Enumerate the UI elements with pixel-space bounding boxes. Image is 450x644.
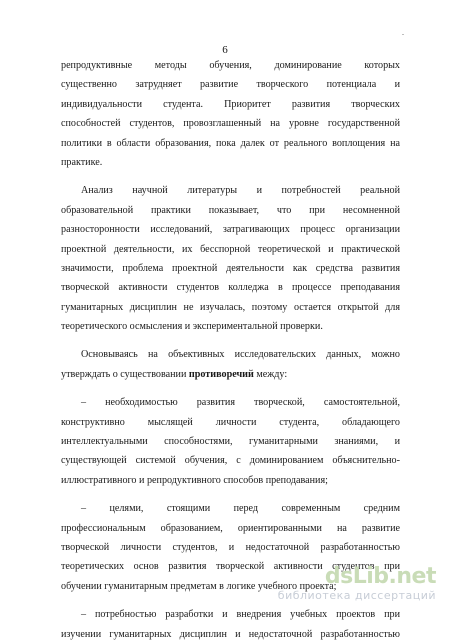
text-line bbox=[61, 519, 400, 538]
line-text: гуманитарных дисциплин не изучалась, поэтому остается открытой для bbox=[61, 301, 400, 313]
line-text: иллюстративного и репродуктивного способов преподавания; bbox=[61, 474, 328, 486]
line-text: индивидуальности студента. Приоритет развития творческих bbox=[61, 98, 400, 110]
line-text: репродуктивные методы обучения, доминирование которых bbox=[61, 60, 400, 71]
text-line bbox=[61, 220, 400, 239]
line-text: Анализ научной литературы и потребностей реальной bbox=[81, 185, 400, 197]
line-text-after: между: bbox=[253, 368, 288, 380]
text-line bbox=[61, 471, 400, 490]
text-line bbox=[61, 56, 400, 75]
line-text: творческой личности студентов, и недостаточной разработанностью bbox=[61, 541, 400, 553]
text-line bbox=[61, 134, 400, 153]
paragraph-gap bbox=[61, 384, 400, 393]
line-text: обучении гуманитарным предметам в логике учебного проекта; bbox=[61, 580, 337, 592]
line-text: творческой активности студентов колледжа в процессе преподавания bbox=[61, 282, 400, 294]
line-text: значимости, проблема проектной деятельности как средства развития bbox=[61, 262, 400, 274]
line-text: существенно затрудняет развитие творческого потенциала и bbox=[61, 79, 400, 91]
line-text: профессиональным образованием, ориентированными на развитие bbox=[61, 522, 400, 534]
text-line bbox=[61, 625, 400, 644]
line-text: способностей студентов, провозглашенный на уровне государственной bbox=[61, 118, 400, 130]
line-text: образовательной практики показывает, что при несомненной bbox=[61, 204, 400, 216]
text-line bbox=[61, 413, 400, 432]
line-text: утверждать о существовании bbox=[61, 368, 189, 380]
line-text: разносторонности исследований, затрагивающих процесс организации bbox=[61, 224, 400, 236]
text-line bbox=[61, 95, 400, 114]
line-text: политики в области образования, пока далек от реального воплощения на bbox=[61, 137, 400, 149]
line-text: Основываясь на объективных исследовательских данных, можно bbox=[81, 349, 400, 361]
line-text: существующей системой обучения, с доминированием объяснительно- bbox=[61, 455, 400, 467]
line-text: проектной деятельности, их бесспорной теоретической и практической bbox=[61, 243, 400, 255]
text-line bbox=[61, 499, 400, 518]
line-text: изучении гуманитарных дисциплин и недостаточной разработанностью bbox=[61, 628, 400, 640]
document-body bbox=[61, 56, 400, 644]
text-line bbox=[61, 605, 400, 624]
paragraph bbox=[61, 56, 400, 172]
paragraph-gap bbox=[61, 490, 400, 499]
text-line bbox=[61, 298, 400, 317]
text-line bbox=[61, 278, 400, 297]
text-line bbox=[61, 259, 400, 278]
text-line bbox=[61, 153, 400, 172]
watermark bbox=[278, 565, 436, 603]
corner-mark: . bbox=[402, 28, 404, 37]
line-text: теоретических основ развития творческой активности студентов при bbox=[61, 561, 400, 573]
emphasized-term: противоречий bbox=[188, 368, 254, 380]
text-line bbox=[61, 75, 400, 94]
line-text: теоретического осмысления и экспериментальной проверки. bbox=[61, 321, 323, 333]
text-line bbox=[61, 365, 400, 384]
text-line bbox=[61, 451, 400, 470]
paragraph bbox=[61, 345, 400, 384]
line-text: интеллектуальными способностями, гуманитарными знаниями, и bbox=[61, 436, 400, 448]
page-number: 6 bbox=[222, 44, 228, 56]
line-text: конструктивно мыслящей личности студента, обладающего bbox=[61, 416, 400, 428]
text-line bbox=[61, 201, 400, 220]
text-line bbox=[61, 345, 400, 364]
text-line bbox=[61, 432, 400, 451]
paragraph-gap bbox=[61, 336, 400, 345]
text-line bbox=[61, 181, 400, 200]
paragraph bbox=[61, 605, 400, 644]
text-line bbox=[61, 538, 400, 557]
paragraph bbox=[61, 393, 400, 490]
line-text: практике. bbox=[61, 156, 103, 168]
watermark-caption: библиотека диссертаций bbox=[277, 589, 436, 602]
line-text: – необходимостью развития творческой, самостоятельной, bbox=[81, 397, 400, 409]
text-line bbox=[61, 240, 400, 259]
text-line bbox=[61, 393, 400, 412]
line-text: – целями, стоящими перед современным средним bbox=[81, 503, 400, 515]
paragraph bbox=[61, 181, 400, 336]
text-line bbox=[61, 114, 400, 133]
text-line bbox=[61, 317, 400, 336]
paragraph-gap bbox=[61, 172, 400, 181]
line-text: – потребностью разработки и внедрения учебных проектов при bbox=[81, 609, 400, 621]
watermark-logo: dsLib.net bbox=[324, 564, 436, 589]
